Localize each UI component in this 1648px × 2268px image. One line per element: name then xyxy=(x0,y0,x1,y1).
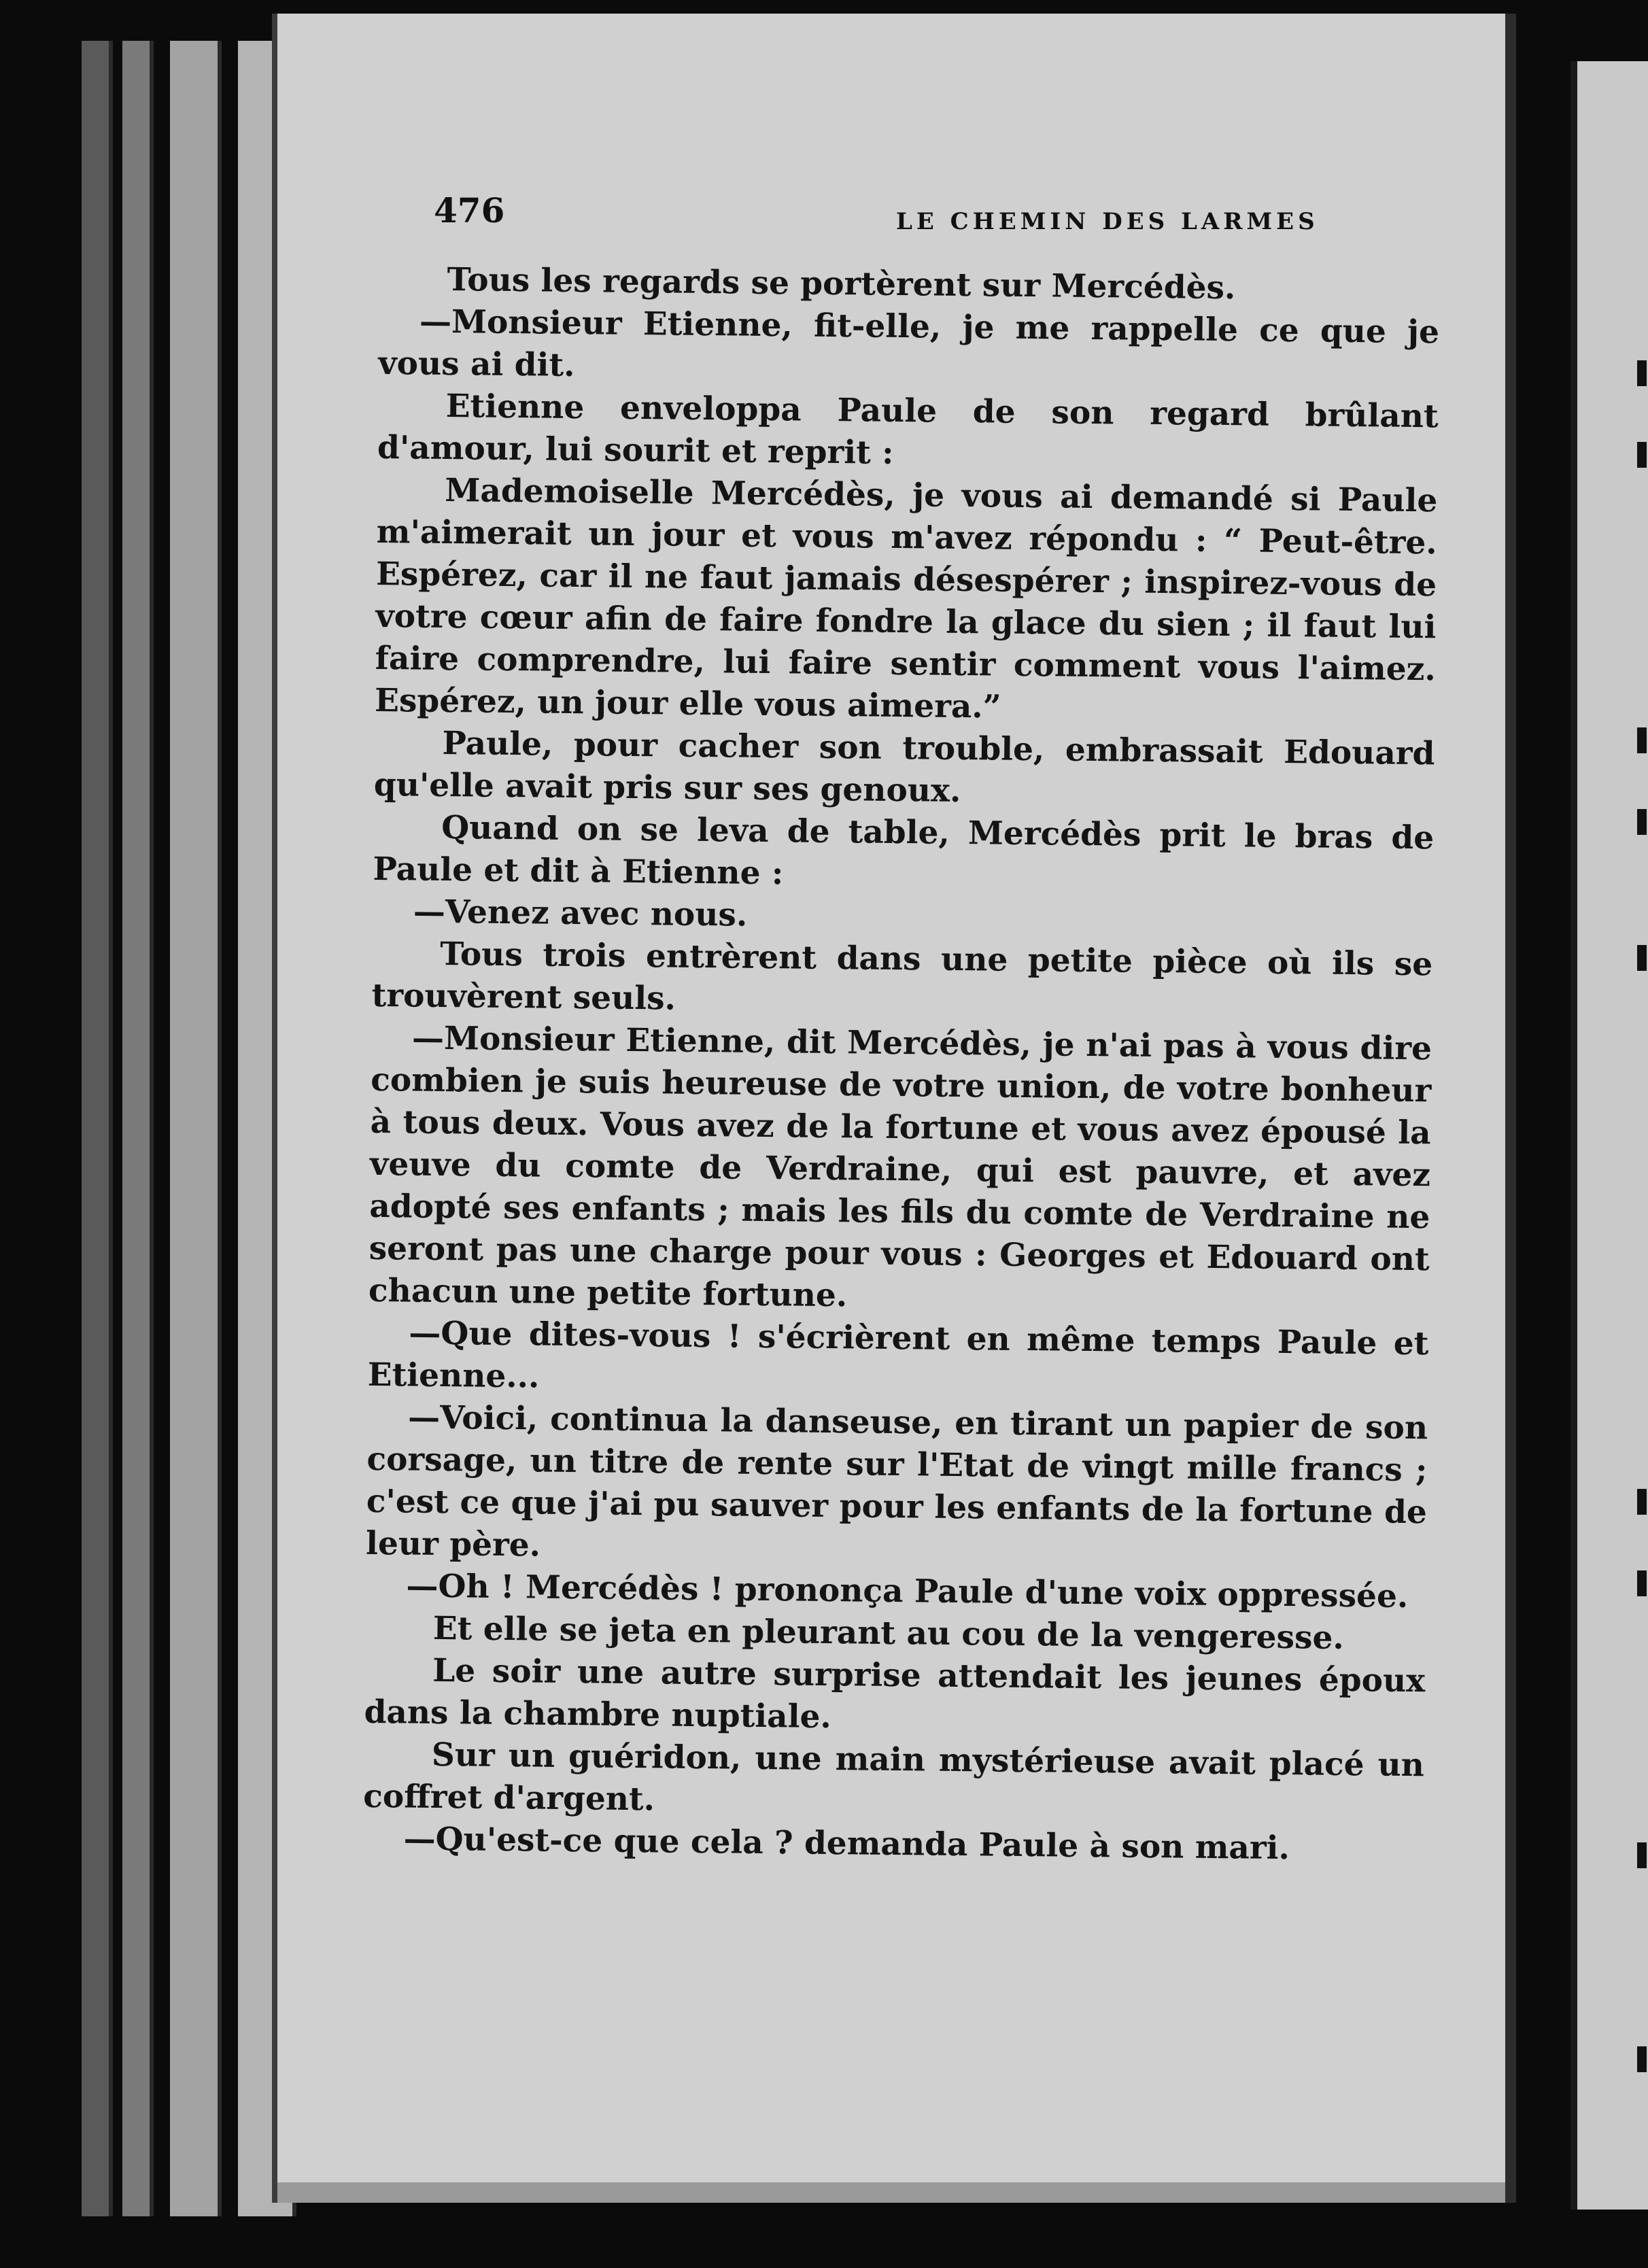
adjacent-page-text-fragment xyxy=(1637,727,1647,753)
dialogue-paragraph: —Qu'est-ce que cela ? demanda Paule à son mari. xyxy=(403,1820,1290,1868)
narration-paragraph: Tous les regards se portèrent sur Mercédès. xyxy=(447,261,1236,307)
narration-paragraph: Le soir une autre surprise attendait les jeunes époux dans la chambre nuptiale. xyxy=(364,1651,1426,1736)
book-page-edges xyxy=(82,41,286,2216)
dialogue-paragraph: —Venez avec nous. xyxy=(413,893,748,934)
page-edge xyxy=(82,41,113,2216)
dialogue-paragraph: —Monsieur Etienne, dit Mercédès, je n'ai pas à vous dire combien je suis heureuse de votre union, de votre bonheur à tous deux. Vous avez de la fortune et vous avez épousé la veuve du comte de Verdraine, qui est pauvre, et avez adopté ses enfants ; mais les fils du comte de Verdraine ne seront pas une charge pour vous : Georges et Edouard ont chacun une petite fortune. xyxy=(368,1019,1432,1315)
running-title: LE CHEMIN DES LARMES xyxy=(896,208,1319,235)
adjacent-page-sliver xyxy=(1570,61,1648,2210)
book-page xyxy=(272,14,1516,2203)
adjacent-page-text-fragment xyxy=(1637,1842,1647,1868)
narration-paragraph: Et elle se jeta en pleurant au cou de la vengeresse. xyxy=(432,1609,1345,1657)
narration-paragraph: Tous trois entrèrent dans une petite pièce où ils se trouvèrent seuls. xyxy=(371,935,1433,1018)
adjacent-page-text-fragment xyxy=(1637,1570,1647,1596)
narration-paragraph: Mademoiselle Mercédès, je vous ai demandé si Paule m'aimerait un jour et vous m'avez répondu : “ Peut-être. Espérez, car il ne faut jamais désespérer ; inspirez-vous de votre cœur afin de faire fondre la glace du sien ; il faut lui faire comprendre, lui faire sentir comment vous l'aimez. Espérez, un jour elle vous aimera.” xyxy=(374,472,1438,726)
adjacent-page-text-fragment xyxy=(1637,945,1647,971)
dialogue-paragraph: —Que dites-vous ! s'écrièrent en même temps Paule et Etienne... xyxy=(367,1314,1429,1396)
adjacent-page-text-fragment xyxy=(1637,2046,1647,2072)
running-head xyxy=(434,190,1454,238)
dialogue-paragraph: —Voici, continua la danseuse, en tirant un papier de son corsage, un titre de rente sur l'Etat de vingt mille francs ; c'est ce que j'ai pu sauver pour les enfants de la fortune de leur père. xyxy=(365,1398,1428,1564)
dialogue-paragraph: —Oh ! Mercédès ! prononça Paule d'une voix oppressée. xyxy=(406,1567,1409,1615)
narration-paragraph: Paule, pour cacher son trouble, embrassait Edouard qu'elle avait pris sur ses genoux. xyxy=(373,725,1435,810)
adjacent-page-text-fragment xyxy=(1637,1489,1647,1515)
page-edge xyxy=(122,41,154,2216)
narration-paragraph: Quand on se leva de table, Mercédès prit le bras de Paule et dit à Etienne : xyxy=(373,809,1435,893)
adjacent-page-text-fragment xyxy=(1637,809,1647,835)
page-number: 476 xyxy=(434,190,505,230)
body-text xyxy=(362,258,1440,1871)
adjacent-page-text-fragment xyxy=(1637,442,1647,468)
narration-paragraph: Sur un guéridon, une main mystérieuse avait placé un coffret d'argent. xyxy=(363,1736,1425,1819)
page-edge xyxy=(170,41,222,2216)
dialogue-paragraph: —Monsieur Etienne, fit-elle, je me rappelle ce que je vous ai dit. xyxy=(378,303,1440,385)
narration-paragraph: Etienne enveloppa Paule de son regard brûlant d'amour, lui sourit et reprit : xyxy=(377,388,1439,472)
adjacent-page-text-fragment xyxy=(1637,360,1647,386)
